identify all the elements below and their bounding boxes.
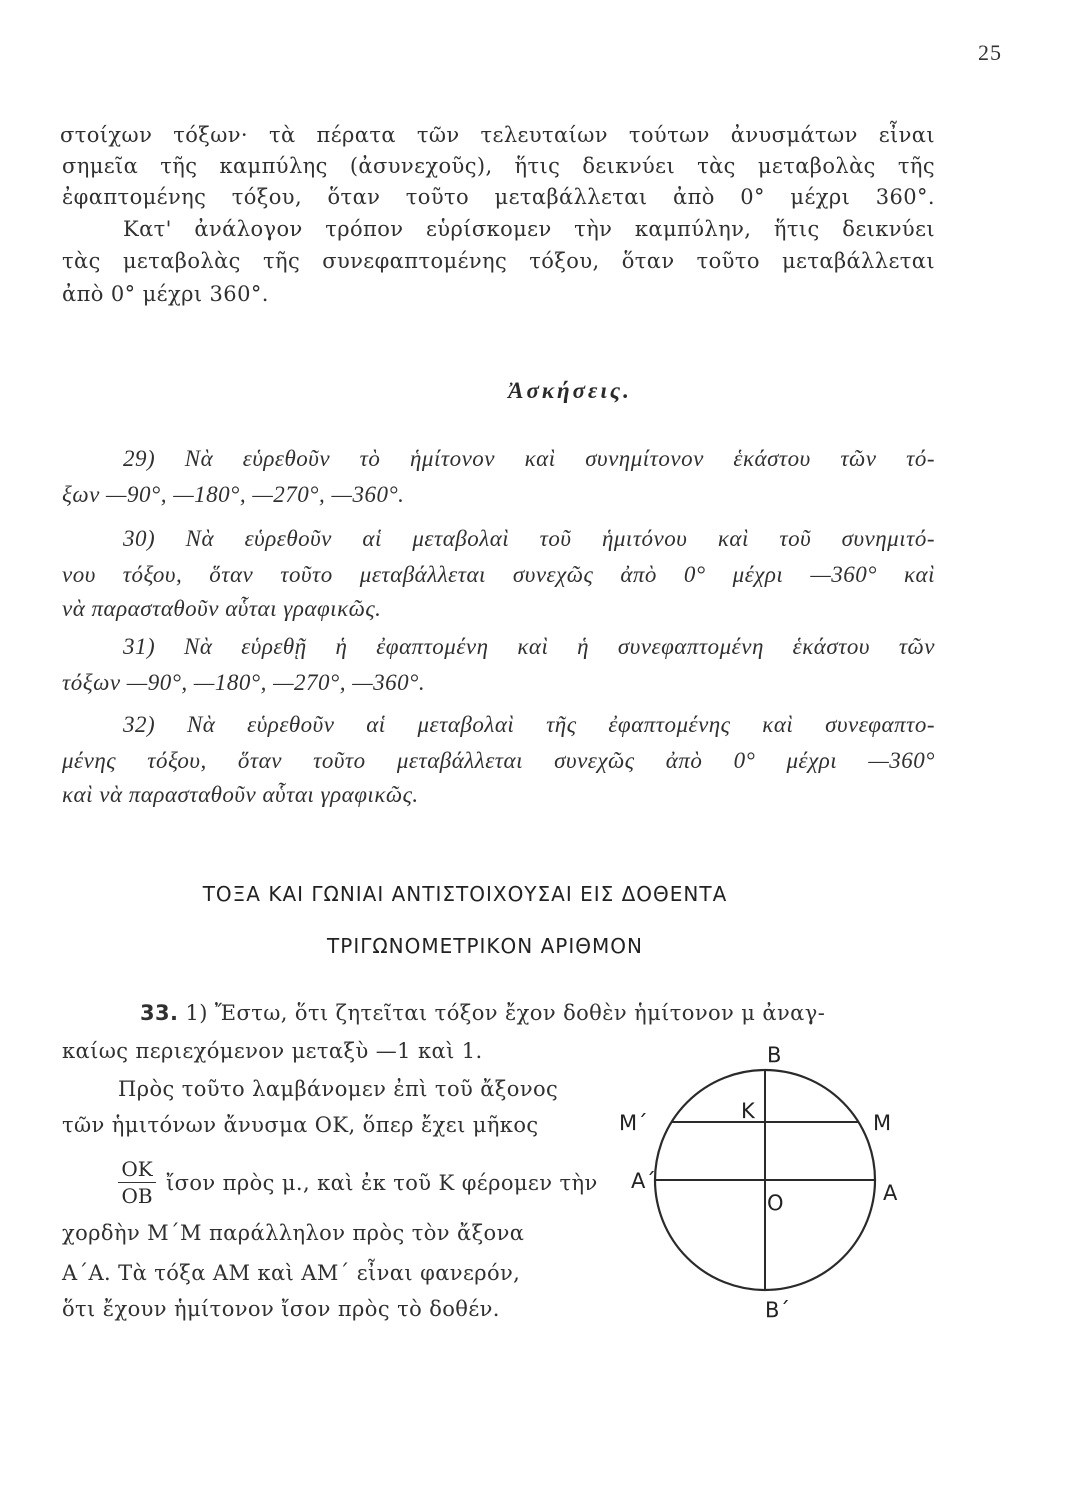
para-33-number: 33. xyxy=(140,1001,179,1025)
label-b: Β xyxy=(767,1043,782,1067)
section-title-line-2: ΤΡΙΓΩΝΟΜΕΤΡΙΚΟΝ ΑΡΙΘΜΟΝ xyxy=(327,934,643,958)
page-number: 25 xyxy=(978,40,1002,65)
para-33-line-6: χορδὴν Μ΄Μ παράλληλον πρὸς τὸν ἄξονα xyxy=(62,1221,525,1245)
exercise-29-line-2: ξων —90°, —180°, —270°, —360°. xyxy=(62,482,405,507)
para-33-line-2: καίως περιεχόμενον μεταξὺ —1 καὶ 1. xyxy=(62,1039,483,1063)
para-33-line-8: ὅτι ἔχουν ἡμίτονον ἴσον πρὸς τὸ δοθέν. xyxy=(62,1297,500,1321)
exercise-31-line-2: τόξων —90°, —180°, —270°, —360°. xyxy=(62,670,426,695)
intro-line-2: σημεῖα τῆς καμπύλης (ἀσυνεχοῦς), ἥτις δεικνύει τὰς μεταβολὰς τῆς xyxy=(62,154,935,178)
exercise-30-line-2: νου τόξου, ὅταν τοῦτο μεταβάλλεται συνεχῶς ἀπὸ 0° μέχρι —360° καὶ xyxy=(62,562,935,587)
para-33-line-7: Α΄Α. Τὰ τόξα ΑΜ καὶ ΑΜ΄ εἶναι φανερόν, xyxy=(62,1261,521,1285)
section-title-line-1: ΤΟΞΑ ΚΑΙ ΓΩΝΙΑΙ ΑΝΤΙΣΤΟΙΧΟΥΣΑΙ ΕΙΣ ΔΟΘΕΝΤΑ xyxy=(202,882,728,906)
para-33-line-3: Πρὸς τοῦτο λαμβάνομεν ἐπὶ τοῦ ἄξονος xyxy=(118,1077,559,1101)
para-33-line-4: τῶν ἡμιτόνων ἄνυσμα ΟΚ, ὅπερ ἔχει μῆκος xyxy=(62,1113,539,1137)
para-33-line-1-text: 1) Ἔστω, ὅτι ζητεῖται τόξον ἔχον δοθὲν ἡμίτονον μ ἀναγ- xyxy=(185,1001,826,1025)
fraction-numerator: ΟΚ xyxy=(118,1156,156,1183)
exercise-32-line-1: 32) Νὰ εὑρεθοῦν αἱ μεταβολαὶ τῆς ἐφαπτομένης καὶ συνεφαπτο- xyxy=(123,712,935,737)
exercise-32-line-2: μένης τόξου, ὅταν τοῦτο μεταβάλλεται συνεχῶς ἀπὸ 0° μέχρι —360° xyxy=(62,748,935,773)
fraction-ok-ob xyxy=(118,1156,156,1209)
intro-line-6: ἀπὸ 0° μέχρι 360°. xyxy=(62,282,269,306)
label-m: Μ xyxy=(873,1111,892,1135)
intro-line-5: τὰς μεταβολὰς τῆς συνεφαπτομένης τόξου, ὅταν τοῦτο μεταβάλλεται xyxy=(62,249,935,273)
exercise-30-line-3: νὰ παρασταθοῦν αὗται γραφικῶς. xyxy=(62,596,382,621)
exercises-heading: Ἀσκήσεις. xyxy=(508,378,632,403)
exercise-29-line-1: 29) Νὰ εὑρεθοῦν τὸ ἡμίτονον καὶ συνημίτονον ἑκάστου τῶν τό- xyxy=(123,446,935,471)
intro-line-1: στοίχων τόξων· τὰ πέρατα τῶν τελευταίων τούτων ἀνυσμάτων εἶναι xyxy=(60,123,935,147)
unit-circle-diagram xyxy=(615,1040,915,1510)
label-m-prime: Μ΄ xyxy=(619,1111,648,1135)
label-b-prime: Β΄ xyxy=(765,1298,790,1322)
intro-line-3: ἐφαπτομένης τόξου, ὅταν τοῦτο μεταβάλλεται ἀπὸ 0° μέχρι 360°. xyxy=(62,185,935,209)
label-k: Κ xyxy=(741,1099,755,1123)
para-33-line-1 xyxy=(140,998,930,1028)
label-a: Α xyxy=(883,1181,898,1205)
label-a-prime: Α΄ xyxy=(631,1169,656,1193)
exercise-32-line-3: καὶ νὰ παρασταθοῦν αὗται γραφικῶς. xyxy=(62,782,419,807)
exercise-31-line-1: 31) Νὰ εὑρεθῇ ἡ ἐφαπτομένη καὶ ἡ συνεφαπτομένη ἑκάστου τῶν xyxy=(123,634,935,659)
intro-line-4: Κατ' ἀνάλογον τρόπον εὑρίσκομεν τὴν καμπύλην, ἥτις δεικνύει xyxy=(123,217,935,241)
fraction-denominator: ΟΒ xyxy=(121,1184,153,1208)
exercise-30-line-1: 30) Νὰ εὑρεθοῦν αἱ μεταβολαὶ τοῦ ἡμιτόνου καὶ τοῦ συνημιτό- xyxy=(123,526,935,551)
para-33-line-5: ἴσον πρὸς μ., καὶ ἐκ τοῦ Κ φέρομεν τὴν xyxy=(166,1171,598,1195)
label-o: Ο xyxy=(767,1191,784,1215)
